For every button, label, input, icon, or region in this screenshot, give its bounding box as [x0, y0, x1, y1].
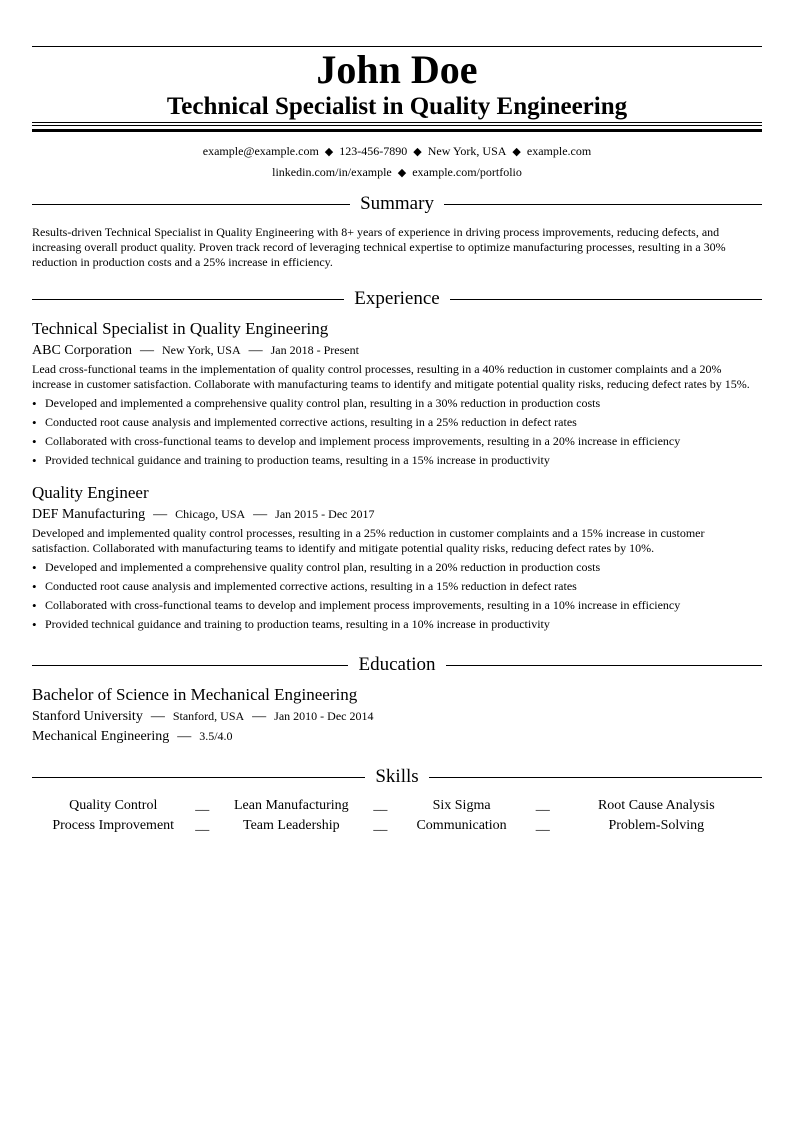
list-item: • Developed and implemented a comprehensive quality control plan, resulting in a 30% reduction in production costs — [32, 396, 601, 411]
bullet-icon: • — [32, 415, 37, 430]
school-location: Stanford, USA — [172, 709, 245, 723]
section-rule-right — [450, 299, 762, 300]
email-link[interactable]: example@example.com — [202, 144, 319, 158]
linkedin-link[interactable]: linkedin.com/in/example — [272, 165, 392, 179]
skill-item: Communication — [416, 818, 507, 833]
major: Mechanical Engineering — [32, 729, 170, 744]
dash-separator: — — [252, 709, 267, 724]
degree-title: Bachelor of Science in Mechanical Engineering — [32, 685, 358, 704]
dash-separator: __ — [535, 818, 550, 833]
education-section-header — [32, 654, 762, 676]
bullet-icon: • — [32, 598, 37, 613]
job-location: New York, USA — [161, 343, 241, 357]
job-bullet-list — [32, 560, 762, 636]
job-description: Developed and implemented quality control processes, resulting in a 25% reduction in customer complaints and a 15% increase in customer satisfaction. Collaborated with manufacturing teams to identify and mitigate potential quality risks, reducing defect rates by 10%. — [32, 526, 705, 555]
job-location: Chicago, USA — [175, 507, 246, 521]
summary-text: Results-driven Technical Specialist in Quality Engineering with 8+ years of experience in driving process improvements, reducing defects, and increasing overall product quality. Proven track record of leveraging technical expertise to optimize manufacturing processes, resulting in a 30% reduction in production costs and a 25% increase in efficiency. — [32, 225, 726, 269]
company-name: DEF Manufacturing — [32, 507, 146, 522]
dash-separator: — — [153, 507, 168, 522]
website-link[interactable]: example.com — [526, 144, 592, 158]
summary-heading: Summary — [360, 193, 434, 214]
gpa: 3.5/4.0 — [199, 729, 233, 743]
bullet-icon: • — [32, 453, 37, 468]
contact-line-2 — [32, 164, 762, 181]
skill-item: Six Sigma — [432, 798, 491, 813]
diamond-separator-icon: ◆ — [413, 146, 422, 158]
school-name: Stanford University — [32, 709, 143, 724]
diamond-separator-icon: ◆ — [324, 146, 334, 158]
job-dates: Jan 2015 - Dec 2017 — [275, 507, 375, 521]
list-item: • Collaborated with cross-functional teams to develop and implement process improvements, resulting in a 10% increase in efficiency — [32, 598, 681, 613]
list-item: • Developed and implemented a comprehensive quality control plan, resulting in a 20% reduction in production costs — [32, 560, 601, 575]
skills-row — [32, 796, 762, 816]
bullet-icon: • — [32, 617, 37, 632]
job-dates: Jan 2018 - Present — [270, 343, 359, 357]
list-item: • Provided technical guidance and training to production teams, resulting in a 10% increase in productivity — [32, 617, 550, 632]
diamond-separator-icon: ◆ — [512, 146, 521, 158]
dash-separator: __ — [195, 798, 210, 813]
header-rule-thin-1 — [32, 122, 762, 123]
dash-separator: __ — [373, 798, 388, 813]
job-meta — [32, 505, 374, 524]
summary-section-header — [32, 193, 762, 215]
section-rule-left — [32, 665, 348, 666]
skill-item: Team Leadership — [243, 818, 340, 833]
list-item: • Conducted root cause analysis and implemented corrective actions, resulting in a 25% reduction in defect rates — [32, 415, 577, 430]
location: New York, USA — [427, 144, 507, 158]
header-rule-thin-2 — [32, 125, 762, 126]
section-rule-left — [32, 299, 344, 300]
skill-item: Problem-Solving — [608, 818, 705, 833]
skill-item: Lean Manufacturing — [233, 798, 349, 813]
dash-separator: — — [248, 343, 263, 358]
major-meta — [32, 727, 233, 746]
section-rule-right — [429, 777, 762, 778]
dash-separator: — — [139, 343, 154, 358]
dash-separator: — — [177, 729, 192, 744]
header-rule-thick — [32, 129, 762, 132]
job-title: Quality Engineer — [32, 483, 149, 502]
company-name: ABC Corporation — [32, 343, 132, 358]
candidate-name: John Doe — [316, 47, 478, 92]
bullet-icon: • — [32, 434, 37, 449]
job-bullet-list — [32, 396, 762, 472]
experience-heading: Experience — [354, 288, 440, 309]
education-meta — [32, 707, 373, 726]
bullet-icon: • — [32, 579, 37, 594]
list-item: • Conducted root cause analysis and implemented corrective actions, resulting in a 15% reduction in defect rates — [32, 579, 577, 594]
dash-separator: — — [253, 507, 268, 522]
section-rule-right — [444, 204, 762, 205]
section-rule-left — [32, 204, 350, 205]
diamond-separator-icon: ◆ — [397, 167, 407, 179]
dash-separator: — — [150, 709, 165, 724]
skills-grid — [32, 796, 762, 836]
skills-section-header — [32, 766, 762, 788]
job-title: Technical Specialist in Quality Engineering — [32, 319, 329, 338]
skill-item: Quality Control — [69, 798, 158, 813]
education-dates: Jan 2010 - Dec 2014 — [274, 709, 374, 723]
section-rule-left — [32, 777, 365, 778]
skill-item: Root Cause Analysis — [597, 798, 715, 813]
list-item: • Collaborated with cross-functional teams to develop and implement process improvements, resulting in a 20% increase in efficiency — [32, 434, 681, 449]
skill-item: Process Improvement — [52, 818, 175, 833]
dash-separator: __ — [195, 818, 210, 833]
experience-section-header — [32, 288, 762, 310]
dash-separator: __ — [373, 818, 388, 833]
contact-line-1 — [32, 143, 762, 160]
skills-heading: Skills — [375, 766, 419, 787]
job-description: Lead cross-functional teams in the implementation of quality control processes, resulting in a 40% reduction in customer complaints and a 20% increase in customer satisfaction. Collaborate with manufacturing teams to identify and mitigate potential quality risks, reducing defect rates by 15%. — [32, 362, 750, 391]
education-heading: Education — [358, 654, 436, 675]
bullet-icon: • — [32, 560, 37, 575]
dash-separator: __ — [535, 798, 550, 813]
list-item: • Provided technical guidance and training to production teams, resulting in a 15% increase in productivity — [32, 453, 550, 468]
candidate-title: Technical Specialist in Quality Engineering — [166, 93, 628, 120]
bullet-icon: • — [32, 396, 37, 411]
phone-number[interactable]: 123-456-7890 — [339, 144, 408, 158]
section-rule-right — [446, 665, 762, 666]
portfolio-link[interactable]: example.com/portfolio — [412, 165, 522, 179]
skills-row — [32, 816, 762, 836]
job-meta — [32, 341, 359, 360]
